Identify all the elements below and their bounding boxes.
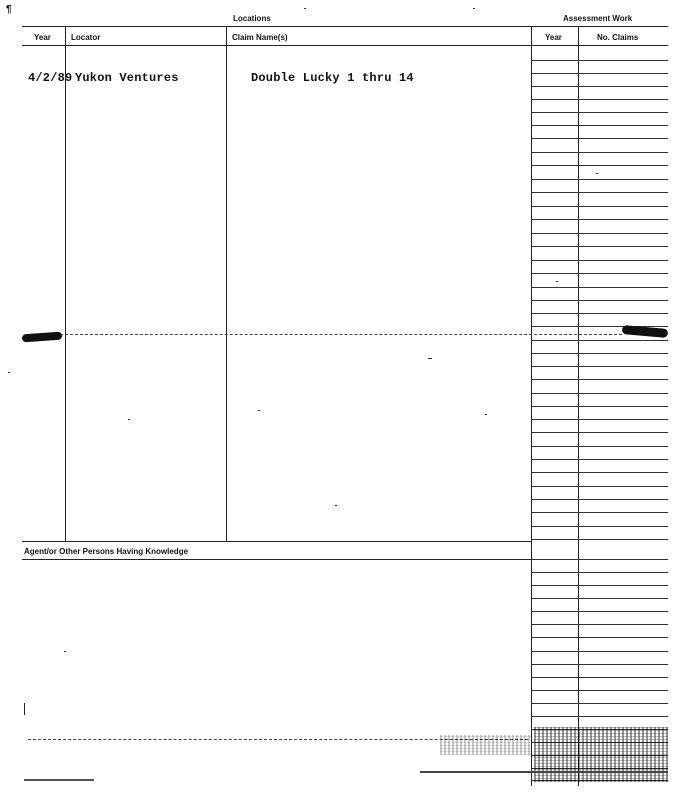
scan-speck [556,281,558,282]
entry-year: 4/2/89 [28,71,73,85]
column-header-claim-names: Claim Name(s) [232,33,288,42]
scan-speck [485,414,487,415]
entry-claim-name: Double Lucky 1 thru 14 [251,71,414,85]
scan-speck [64,651,66,652]
scan-noise-bottom-rule [420,771,668,773]
corner-mark: ¶ [6,4,12,15]
agent-section-label: Agent/or Other Persons Having Knowledge [24,547,189,556]
scan-speck [596,173,598,174]
scan-speck [258,410,260,411]
scan-speck [428,358,432,359]
column-header-no-claims: No. Claims [597,33,639,42]
scan-speck [473,8,475,9]
header-top-rule [22,26,668,27]
scan-noise-bottom-right [534,727,668,782]
column-header-assessment-year: Year [545,33,562,42]
column-divider-year-locator [65,26,66,542]
locations-bottom-rule [22,541,531,542]
scan-speck [128,419,130,420]
column-header-year: Year [34,33,51,42]
column-divider-locator-claims [226,26,227,542]
entry-locator: Yukon Ventures [75,71,179,85]
header-bottom-rule [22,45,668,46]
scan-speck [335,505,337,506]
agent-section-rule [22,559,531,560]
column-header-locator: Locator [71,33,101,42]
assessment-work-title: Assessment Work [563,14,633,23]
scan-speck [304,8,306,9]
scan-speck [24,703,25,715]
scan-speck [8,372,10,373]
fold-line [60,334,622,335]
scan-noise-bottom-middle [440,735,532,755]
locations-title: Locations [233,14,271,23]
binding-mark-left [22,332,62,343]
scan-noise-bottom-left [24,779,94,781]
